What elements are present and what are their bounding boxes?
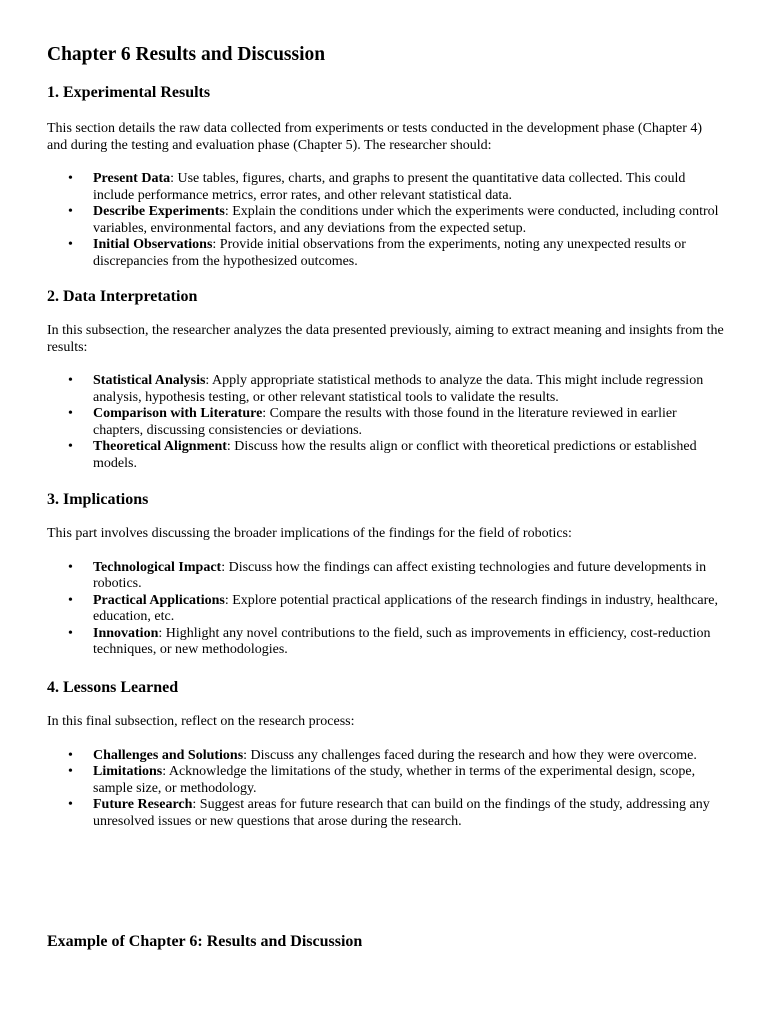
item-term: Statistical Analysis [93, 373, 206, 388]
list-item [47, 406, 724, 439]
bullet-icon: • [68, 764, 73, 779]
bullet-icon: • [68, 747, 73, 763]
item-term: Technological Impact [93, 559, 222, 575]
item-text: : Acknowledge the limitations of the study, whether in terms of the experimental design, scope, sample size, or methodology. [93, 764, 696, 796]
bullet-icon: • [68, 406, 73, 421]
item-term: Comparison with Literature [93, 406, 263, 421]
list-item [47, 764, 724, 797]
item-text: : Provide initial observations from the experiments, noting any unexpected results or discrepancies from the hypothesized outcomes. [93, 237, 686, 269]
item-term: Challenges and Solutions [93, 747, 244, 763]
list-item [47, 171, 724, 204]
section-heading: 3. Implications [47, 491, 149, 508]
section-lessons-learned [47, 679, 724, 830]
bullet-list [47, 373, 724, 472]
section-heading: 1. Experimental Results [47, 84, 211, 101]
list-item [47, 748, 724, 765]
bullet-icon: • [68, 171, 73, 186]
section-intro: This part involves discussing the broader implications of the findings for the field of robotics: [47, 526, 572, 541]
section-heading: 2. Data Interpretation [47, 288, 198, 305]
list-item [47, 439, 724, 472]
list-item [47, 237, 724, 270]
item-text: : Discuss how the results align or conflict with theoretical predictions or established models. [93, 439, 697, 471]
list-item [47, 626, 724, 659]
item-text: : Compare the results with those found in the literature reviewed in earlier chapters, discussing consistencies or deviations. [93, 406, 677, 438]
item-text: : Discuss how the findings can affect existing technologies and future developments in robotics. [93, 559, 707, 591]
item-term: Present Data [93, 171, 171, 186]
list-item [47, 560, 724, 593]
page-title: Chapter 6 Results and Discussion [47, 44, 326, 65]
item-term: Innovation [93, 625, 159, 641]
item-text: : Explain the conditions under which the experiments were conducted, including control variables, environmental factors, and any deviations from the expected setup. [93, 204, 719, 236]
item-text: : Highlight any novel contributions to the field, such as improvements in efficiency, cost-reduction techniques, or new methodologies. [93, 625, 711, 657]
item-term: Theoretical Alignment [93, 439, 227, 454]
item-text: : Apply appropriate statistical methods to analyze the data. This might include regression analysis, hypothesis testing, or other relevant statistical tools to validate the results. [93, 373, 704, 405]
bullet-icon: • [68, 797, 73, 812]
section-implications [47, 491, 724, 659]
list-item [47, 373, 724, 406]
bullet-list [47, 171, 724, 270]
item-text: : Discuss any challenges faced during the research and how they were overcome. [243, 747, 697, 763]
section-intro: This section details the raw data collected from experiments or tests conducted in the development phase (Chapter 4) and during the testing and evaluation phase (Chapter 5). The researcher should: [47, 121, 703, 153]
section-experimental-results [47, 84, 724, 270]
bullet-icon: • [68, 373, 73, 388]
bullet-list [47, 748, 724, 831]
item-text: : Use tables, figures, charts, and graphs to present the quantitative data collected. This could include performance metrics, error rates, and other relevant statistical data. [93, 171, 686, 203]
list-item [47, 204, 724, 237]
list-item [47, 593, 724, 626]
bullet-icon: • [68, 237, 73, 252]
bullet-icon: • [68, 592, 73, 608]
section-data-interpretation [47, 288, 724, 472]
list-item [47, 797, 724, 830]
section-intro: In this subsection, the researcher analyzes the data presented previously, aiming to extract meaning and insights from the results: [47, 323, 724, 355]
item-term: Describe Experiments [93, 204, 225, 219]
item-term: Future Research [93, 797, 193, 812]
item-term: Limitations [93, 764, 163, 779]
item-term: Practical Applications [93, 592, 225, 608]
section-heading: 4. Lessons Learned [47, 679, 179, 696]
bullet-icon: • [68, 439, 73, 454]
item-term: Initial Observations [93, 237, 213, 252]
item-text: : Explore potential practical applications of the research findings in industry, healthcare, education, etc. [93, 592, 719, 624]
example-heading: Example of Chapter 6: Results and Discussion [47, 933, 363, 950]
bullet-list [47, 560, 724, 659]
section-intro: In this final subsection, reflect on the research process: [47, 714, 355, 729]
bullet-icon: • [68, 559, 73, 575]
bullet-icon: • [68, 625, 73, 641]
bullet-icon: • [68, 204, 73, 219]
item-text: : Suggest areas for future research that can build on the findings of the study, addressing any unresolved issues or new questions that arose during the research. [93, 797, 710, 829]
